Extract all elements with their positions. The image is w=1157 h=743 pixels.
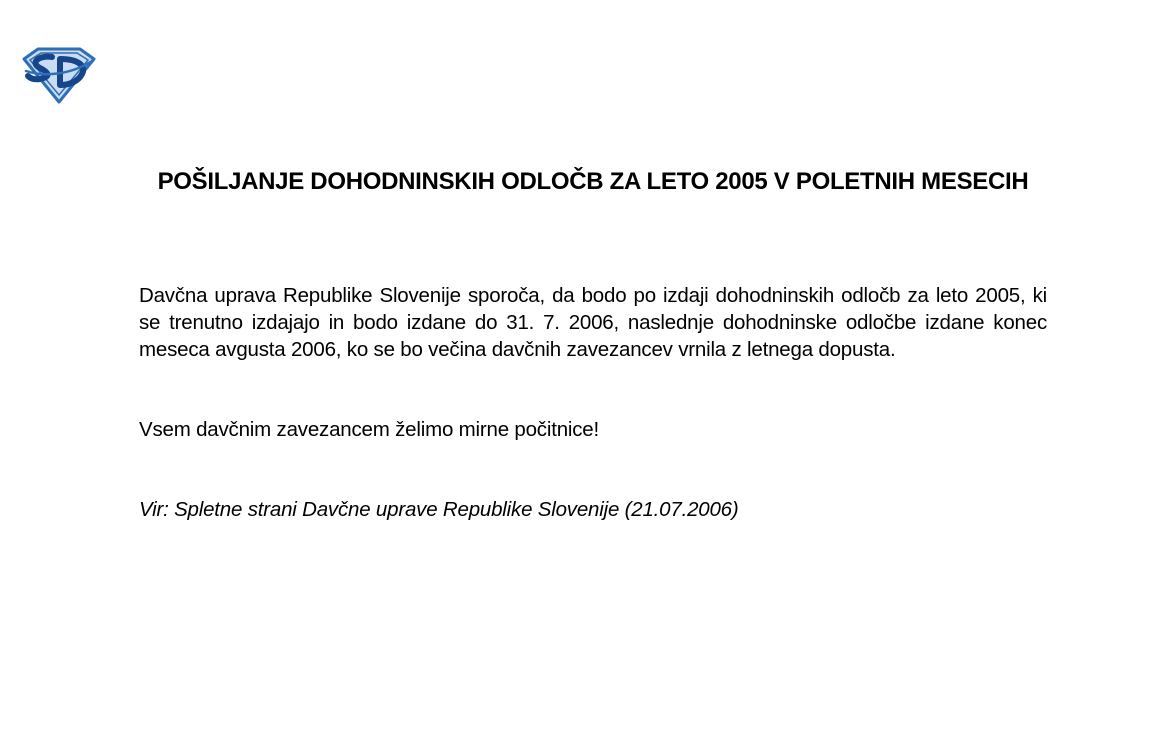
page-title: POŠILJANJE DOHODNINSKIH ODLOČB ZA LETO 2005 V POLETNIH MESECIH — [157, 168, 1029, 195]
greeting-paragraph: Vsem davčnim zavezancem želimo mirne počitnice! — [139, 418, 599, 441]
source-citation: Vir: Spletne strani Davčne uprave Republike Slovenije (21.07.2006) — [139, 498, 739, 521]
sd-logo — [22, 47, 96, 105]
announcement-paragraph: Davčna uprava Republike Slovenije sporoča, da bodo po izdaji dohodninskih odločb za leto 2005, ki se trenutno izdajajo in bodo izdane do 31. 7. 2006, naslednje dohodninske odločbe izdane konec meseca avgusta 2006, ko se bo večina davčnih zavezancev vrnila z letnega dopusta. — [139, 284, 1047, 361]
sd-shield-logo-icon — [22, 47, 96, 105]
